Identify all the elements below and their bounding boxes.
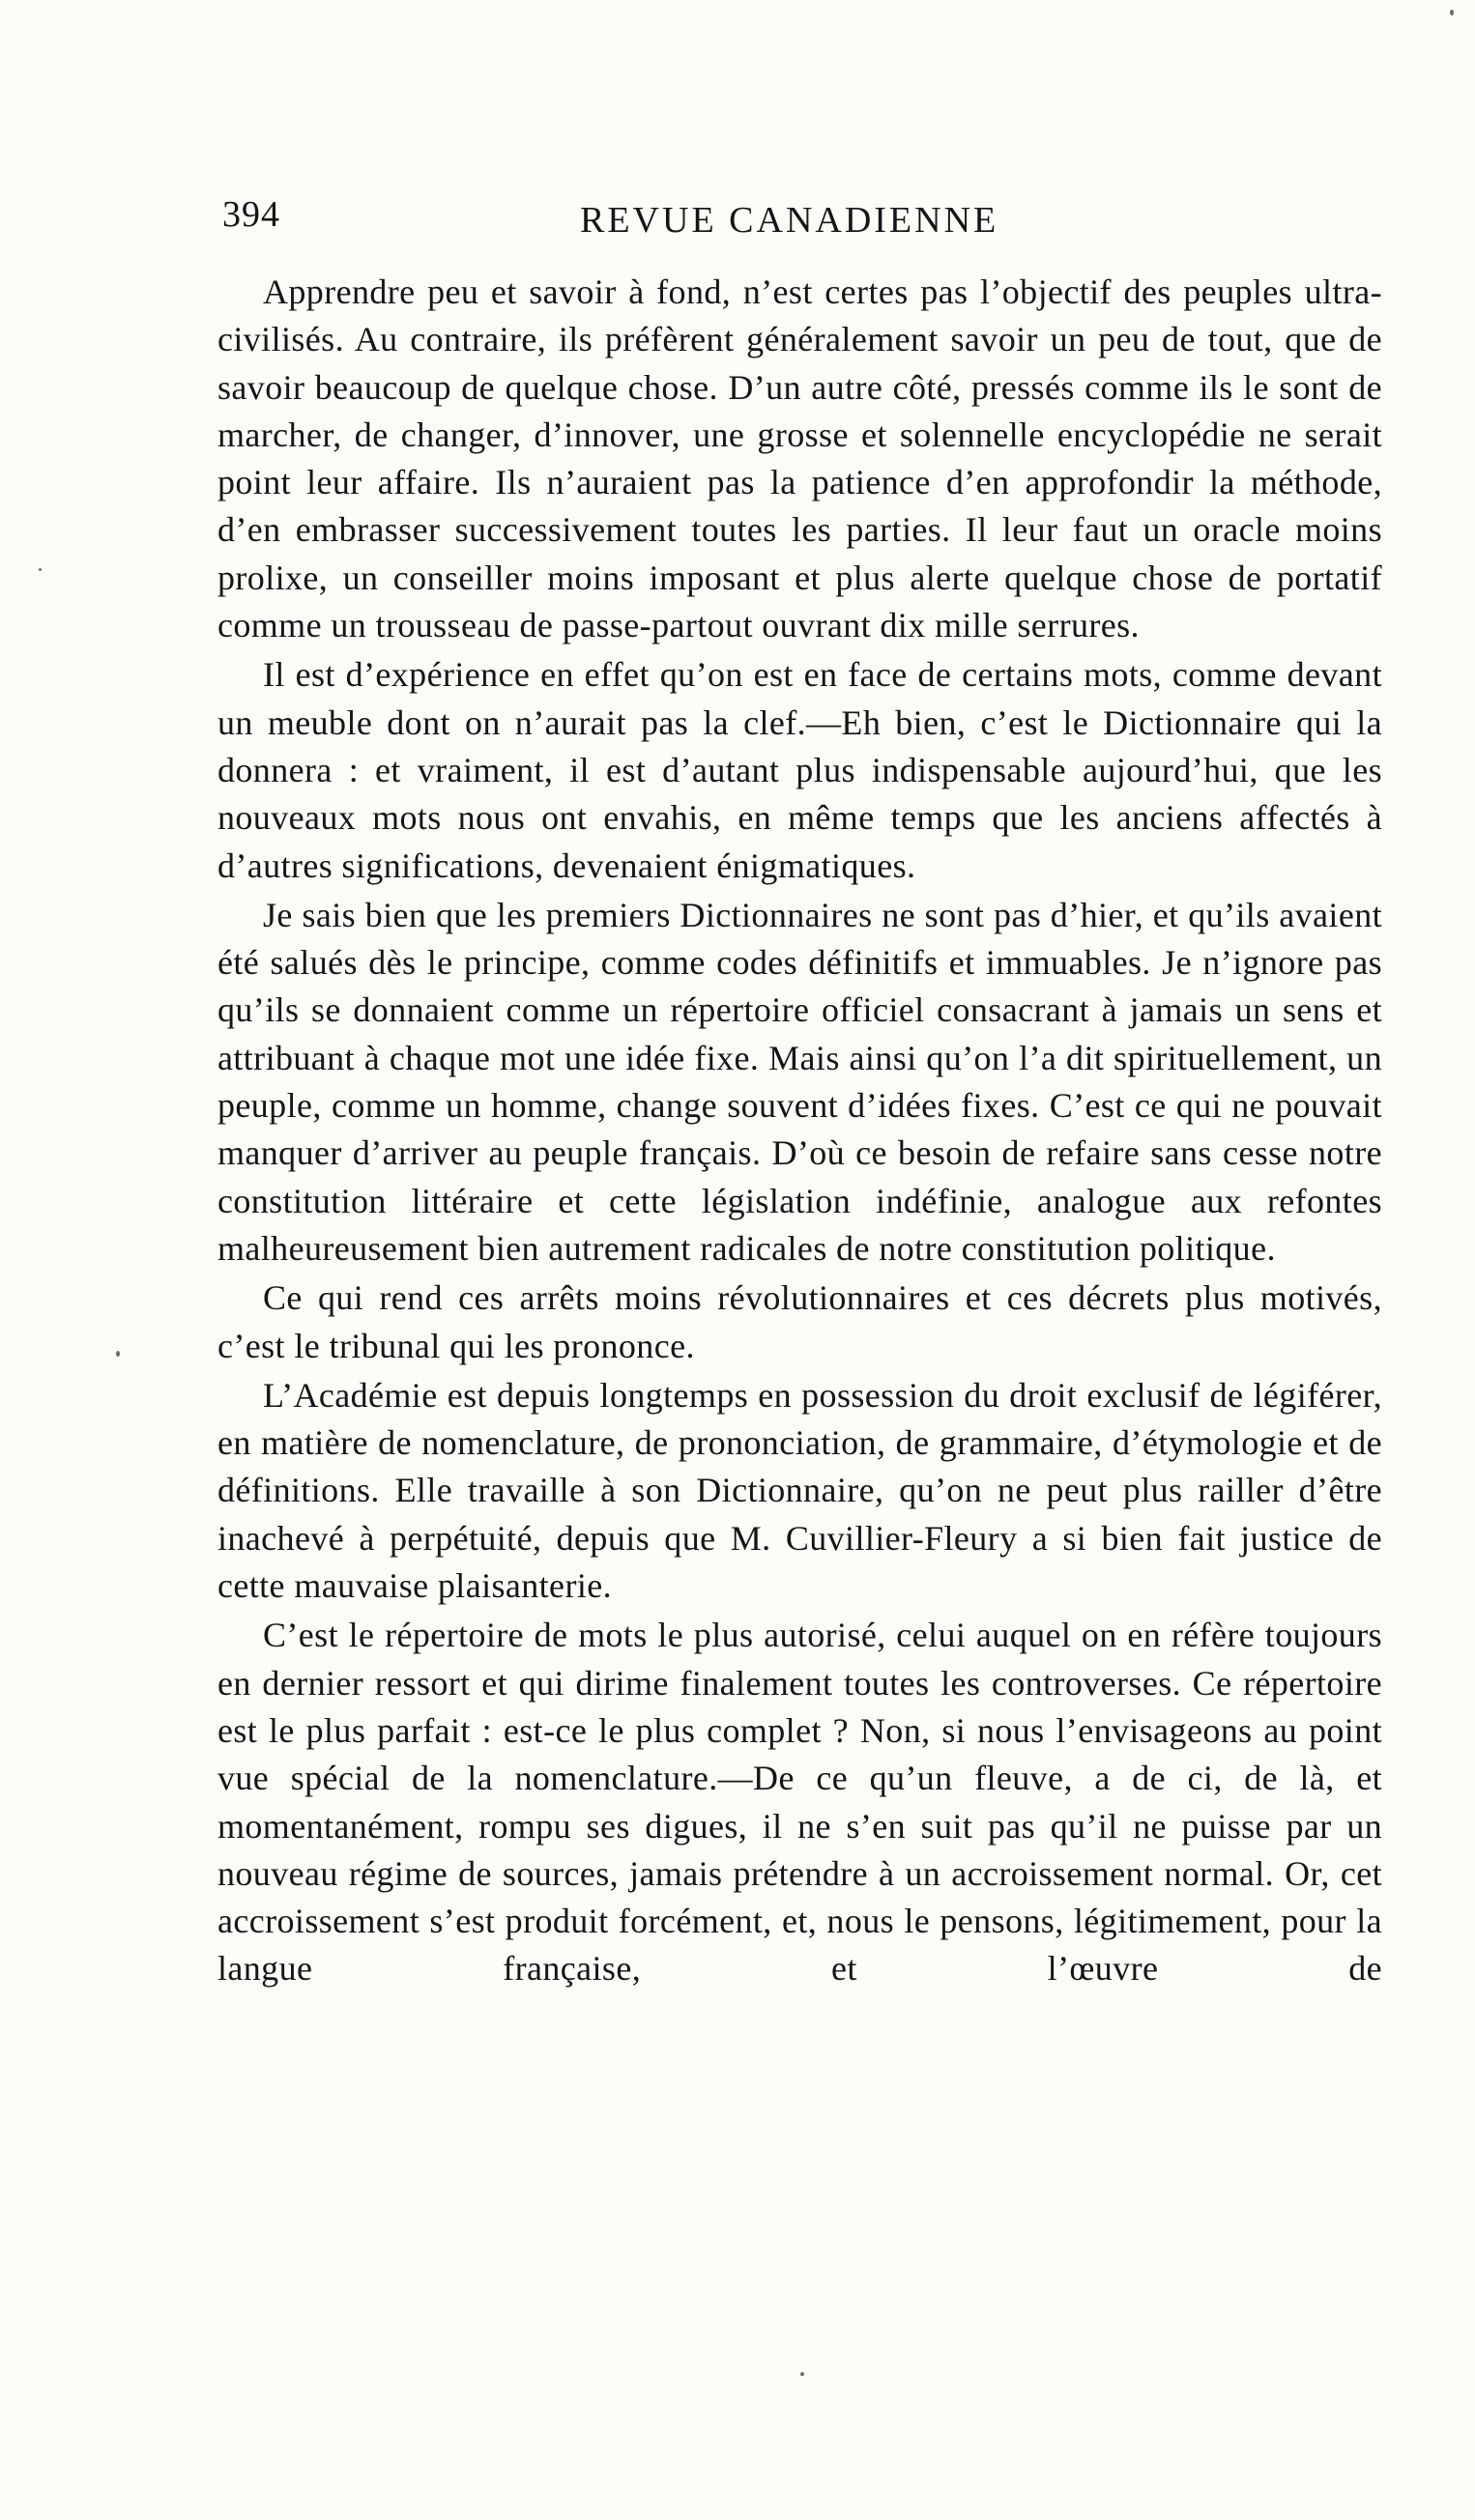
running-head: REVUE CANADIENNE [580,200,999,241]
ink-speck [1450,10,1454,15]
page-header [222,193,1382,251]
paragraph-2: Il est d’expérience en effet qu’on est en face de certains mots, comme devant un meuble dont on n’aurait pas la clef.—Eh bien, c’est le Dictionnaire qui la donnera : et vraiment, il est d’autant plus indispensable aujourd’hui, que les nouveaux mots nous ont envahis, en même temps que les anciens affectés à d’autres significations, devenaient énigmatiques. [217,655,1382,885]
paragraph-3: Je sais bien que les premiers Dictionnaires ne sont pas d’hier, et qu’ils avaient été salués dès le principe, comme codes définitifs et immuables. Je n’ignore pas qu’ils se donnaient comme un répertoire officiel consacrant à jamais un sens et attribuant à chaque mot une idée fixe. Mais ainsi qu’on l’a dit spirituellement, un peuple, comme un homme, change souvent d’idées fixes. C’est ce qui ne pouvait manquer d’arriver au peuple français. D’où ce besoin de refaire sans cesse notre constitution littéraire et cette législation indéfinie, analogue aux refontes malheureusement bien autrement radicales de notre constitution politique. [217,895,1382,1268]
paragraph-6: C’est le répertoire de mots le plus autorisé, celui auquel on en réfère toujours en dernier ressort et qui dirime finalement toutes les controverses. Ce répertoire est le plus parfait : est-ce le plus complet ? Non, si nous l’envisageons au point vue spécial de la nomenclature.—De ce qu’un fleuve, a de ci, de là, et momentanément, rompu ses digues, il ne s’en suit pas qu’il ne puisse par un nouveau régime de sources, jamais prétendre à un accroissement normal. Or, cet accroissement s’est produit forcément, et, nous le pensons, légitimement, pour la langue française, et l’œuvre de [217,1616,1382,1989]
ink-speck [116,1351,120,1357]
paragraph-4: Ce qui rend ces arrêts moins révolutionnaires et ces décrets plus motivés, c’est le tribunal qui les prononce. [217,1278,1382,1365]
body-text [217,269,1382,1995]
paragraph-1: Apprendre peu et savoir à fond, n’est certes pas l’objectif des peuples ultra-civilisés. Au contraire, ils préfèrent généralement savoir un peu de tout, que de savoir beaucoup de quelque chose. D’un autre côté, pressés comme ils le sont de marcher, de changer, d’innover, une grosse et solennelle encyclopédie ne serait point leur affaire. Ils n’auraient pas la patience d’en approfondir la méthode, d’en embrasser successivement toutes les parties. Il leur faut un oracle moins prolixe, un conseiller moins imposant et plus alerte quelque chose de portatif comme un trousseau de passe-partout ouvrant dix mille serrures. [217,272,1382,645]
ink-speck [800,2372,804,2376]
paragraph-5: L’Académie est depuis longtemps en possession du droit exclusif de légiférer, en matière de nomenclature, de prononciation, de grammaire, d’étymologie et de définitions. Elle travaille à son Dictionnaire, qu’on ne peut plus railler d’être inachevé à perpétuité, depuis que M. Cuvillier-Fleury a si bien fait justice de cette mauvaise plaisanterie. [217,1375,1382,1606]
ink-speck [39,568,42,571]
page-number: 394 [222,194,280,235]
